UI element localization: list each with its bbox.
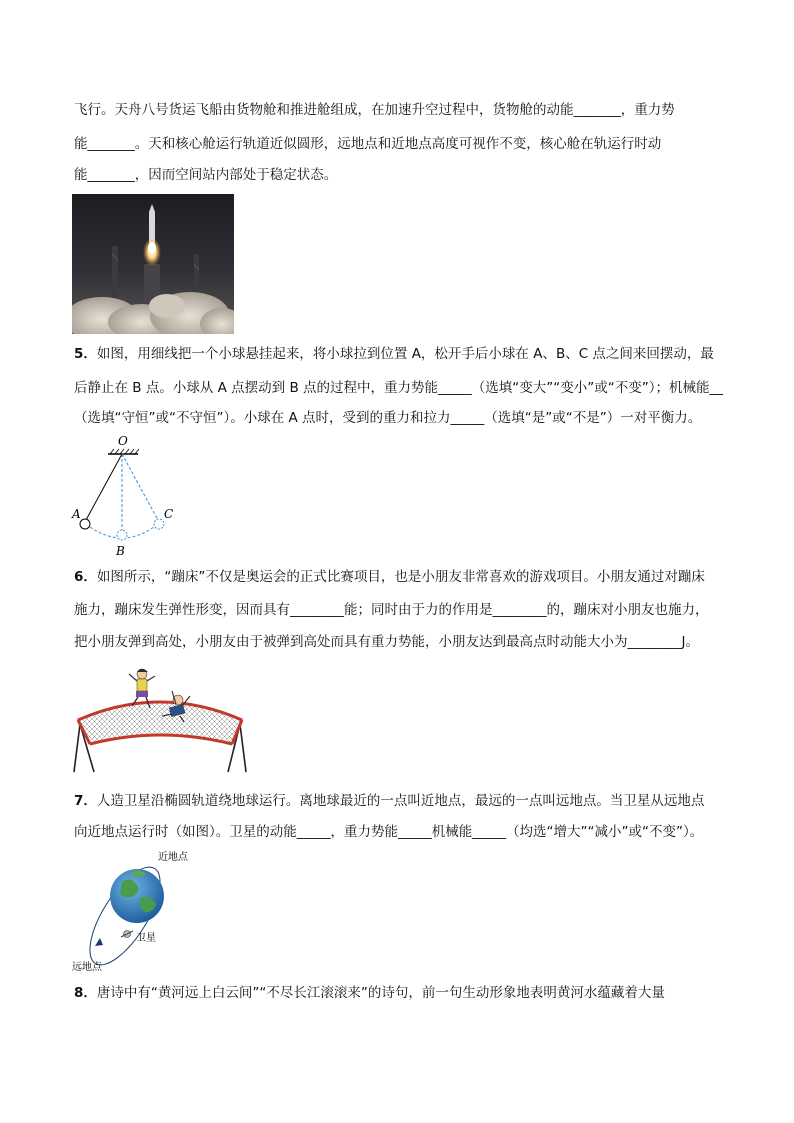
pendulum-label-o: O — [118, 434, 128, 448]
pendulum-figure — [70, 434, 180, 559]
q8-text-1: 唐诗中有“黄河远上白云间”“不尽长江滚滚来”的诗句，前一句生动形象地表明黄河水蕴藏着大量 — [96, 985, 665, 1001]
pendulum-label-a: A — [72, 507, 81, 521]
perigee-label: 近地点 — [158, 852, 188, 863]
satellite-label: 卫星 — [136, 933, 156, 944]
q6-line-1 — [74, 567, 705, 587]
pendulum-label-c: C — [164, 507, 174, 521]
q5-line-3: （选填“守恒”或“不守恒”）。小球在 A 点时，受到的重力和拉力_____（选填“是”或“不是”）一对平衡力。 — [74, 410, 702, 426]
trampoline-figure — [72, 664, 248, 776]
apogee-label: 远地点 — [72, 962, 102, 973]
q6-number: 6． — [74, 569, 97, 585]
q4-line-1: 飞行。天舟八号货运飞船由货物舱和推进舱组成，在加速升空过程中，货物舱的动能_______，重力势 — [74, 102, 675, 118]
q7-number: 7． — [74, 793, 97, 809]
q5-line-1 — [74, 344, 714, 364]
q4-line-2: 能_______。天和核心舱运行轨道近似圆形，远地点和近地点高度可视作不变，核心舱在轨运行时动 — [74, 136, 662, 152]
q5-number: 5． — [74, 346, 97, 362]
q6-text-1: 如图所示，“蹦床”不仅是奥运会的正式比赛项目，也是小朋友非常喜欢的游戏项目。小朋友通过对蹦床 — [96, 569, 705, 585]
q4-line-3: 能_______，因而空间站内部处于稳定状态。 — [74, 167, 338, 183]
q5-line-2: 后静止在 B 点。小球从 A 点摆动到 B 点的过程中，重力势能_____（选填“变大”“变小”或“不变”）；机械能__ — [74, 380, 723, 396]
q5-text-1: 如图，用细线把一个小球悬挂起来，将小球拉到位置 A，松开手后小球在 A、B、C 点之间来回摆动，最 — [96, 346, 714, 362]
pendulum-label-b: B — [116, 544, 125, 558]
satellite-orbit-figure — [70, 846, 200, 974]
q6-line-3: 把小朋友弹到高处，小朋友由于被弹到高处而具有重力势能，小朋友达到最高点时动能大小为________J。 — [74, 634, 699, 650]
q8-line-1 — [74, 983, 665, 1003]
q7-line-2: 向近地点运行时（如图）。卫星的动能_____，重力势能_____机械能_____（均选“增大”“减小”或“不变”）。 — [74, 824, 704, 840]
q6-line-2: 施力，蹦床发生弹性形变，因而具有________能；同时由于力的作用是________的，蹦床对小朋友也施力， — [74, 602, 709, 618]
q7-text-1: 人造卫星沿椭圆轨道绕地球运行。离地球最近的一点叫近地点，最远的一点叫远地点。当卫星从远地点 — [96, 793, 705, 809]
rocket-launch-photo — [72, 194, 234, 334]
q8-number: 8． — [74, 985, 97, 1001]
q7-line-1 — [74, 791, 704, 811]
